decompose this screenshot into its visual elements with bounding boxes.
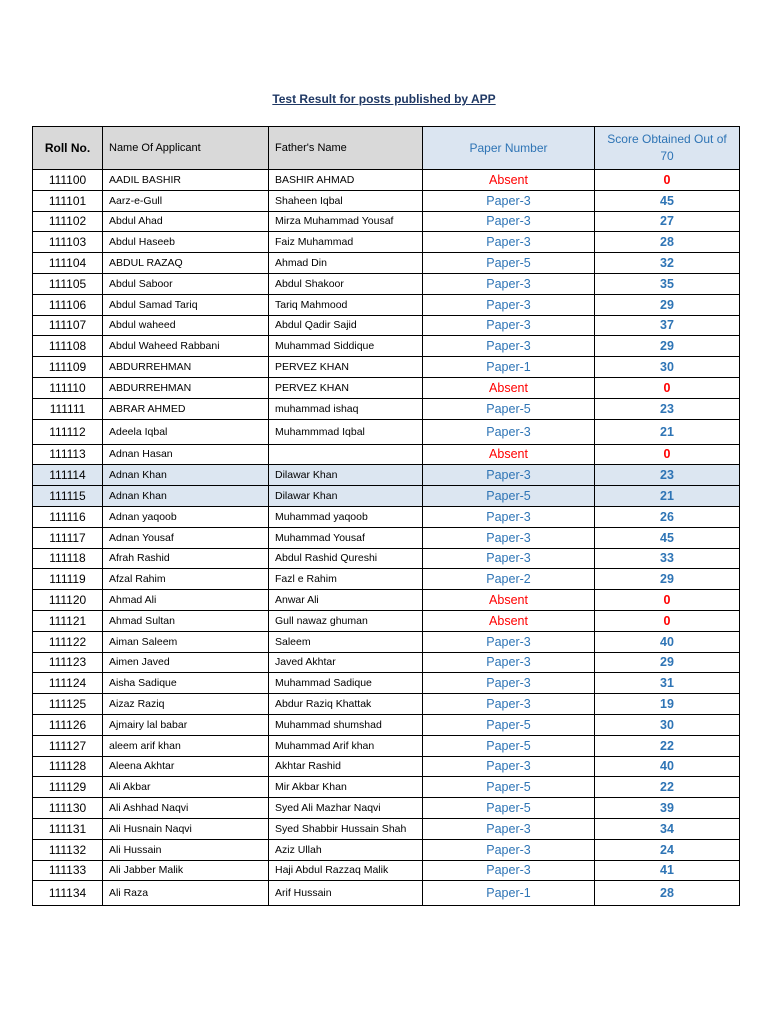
score-cell: 30	[595, 357, 740, 378]
paper-number-cell: Paper-3	[423, 273, 595, 294]
father-name-cell: muhammad ishaq	[269, 398, 423, 419]
table-row	[33, 860, 740, 881]
score-cell: 29	[595, 336, 740, 357]
page-title: Test Result for posts published by APP	[272, 92, 496, 106]
table-row	[33, 610, 740, 631]
score-cell: 45	[595, 527, 740, 548]
applicant-name-cell: Aiman Saleem	[103, 631, 269, 652]
father-name-cell: Shaheen Iqbal	[269, 190, 423, 211]
applicant-name-cell: ABDUL RAZAQ	[103, 253, 269, 274]
paper-number-cell: Paper-5	[423, 398, 595, 419]
header-name: Name Of Applicant	[103, 127, 269, 170]
applicant-name-cell: Aarz-e-Gull	[103, 190, 269, 211]
roll-cell: 111131	[33, 818, 103, 839]
applicant-name-cell: Abdul Haseeb	[103, 232, 269, 253]
father-name-cell: Akhtar Rashid	[269, 756, 423, 777]
score-cell: 45	[595, 190, 740, 211]
roll-cell: 111101	[33, 190, 103, 211]
score-cell: 0	[595, 610, 740, 631]
father-name-cell: Muhammad Sadique	[269, 673, 423, 694]
roll-cell: 111112	[33, 419, 103, 444]
table-row	[33, 253, 740, 274]
header-score: Score Obtained Out of 70	[595, 127, 740, 170]
table-row	[33, 548, 740, 569]
table-row	[33, 881, 740, 906]
roll-cell: 111126	[33, 714, 103, 735]
applicant-name-cell: Aisha Sadique	[103, 673, 269, 694]
table-row	[33, 357, 740, 378]
roll-cell: 111102	[33, 211, 103, 232]
table-row	[33, 315, 740, 336]
applicant-name-cell: Abdul Samad Tariq	[103, 294, 269, 315]
header-roll: Roll No.	[33, 127, 103, 170]
applicant-name-cell: AADIL BASHIR	[103, 170, 269, 191]
score-cell: 0	[595, 444, 740, 465]
table-row	[33, 631, 740, 652]
score-cell: 31	[595, 673, 740, 694]
paper-number-cell: Absent	[423, 590, 595, 611]
applicant-name-cell: Adnan Khan	[103, 465, 269, 486]
applicant-name-cell: Adnan yaqoob	[103, 506, 269, 527]
applicant-name-cell: Afzal Rahim	[103, 569, 269, 590]
father-name-cell: Mirza Muhammad Yousaf	[269, 211, 423, 232]
score-cell: 30	[595, 714, 740, 735]
paper-number-cell: Paper-2	[423, 569, 595, 590]
roll-cell: 111115	[33, 486, 103, 507]
father-name-cell: Abdul Qadir Sajid	[269, 315, 423, 336]
paper-number-cell: Paper-5	[423, 714, 595, 735]
paper-number-cell: Paper-1	[423, 357, 595, 378]
applicant-name-cell: Aleena Akhtar	[103, 756, 269, 777]
table-row	[33, 839, 740, 860]
score-cell: 32	[595, 253, 740, 274]
table-row	[33, 735, 740, 756]
header-father: Father's Name	[269, 127, 423, 170]
table-row	[33, 798, 740, 819]
score-cell: 23	[595, 465, 740, 486]
father-name-cell: Aziz Ullah	[269, 839, 423, 860]
table-row	[33, 419, 740, 444]
applicant-name-cell: Ajmairy lal babar	[103, 714, 269, 735]
table-row	[33, 756, 740, 777]
father-name-cell: Fazl e Rahim	[269, 569, 423, 590]
roll-cell: 111119	[33, 569, 103, 590]
roll-cell: 111113	[33, 444, 103, 465]
score-cell: 40	[595, 756, 740, 777]
score-cell: 34	[595, 818, 740, 839]
table-row	[33, 377, 740, 398]
father-name-cell: Javed Akhtar	[269, 652, 423, 673]
father-name-cell: Muhammad Yousaf	[269, 527, 423, 548]
father-name-cell: Abdur Raziq Khattak	[269, 694, 423, 715]
applicant-name-cell: Abdul Waheed Rabbani	[103, 336, 269, 357]
table-row	[33, 527, 740, 548]
father-name-cell: Muhammad Arif khan	[269, 735, 423, 756]
father-name-cell: Muhammad yaqoob	[269, 506, 423, 527]
applicant-name-cell: ABRAR AHMED	[103, 398, 269, 419]
paper-number-cell: Paper-3	[423, 839, 595, 860]
applicant-name-cell: Adeela Iqbal	[103, 419, 269, 444]
paper-number-cell: Paper-3	[423, 548, 595, 569]
score-cell: 22	[595, 777, 740, 798]
paper-number-cell: Paper-3	[423, 465, 595, 486]
paper-number-cell: Paper-3	[423, 673, 595, 694]
applicant-name-cell: Ali Raza	[103, 881, 269, 906]
score-cell: 29	[595, 294, 740, 315]
roll-cell: 111124	[33, 673, 103, 694]
paper-number-cell: Paper-3	[423, 232, 595, 253]
paper-number-cell: Paper-3	[423, 294, 595, 315]
applicant-name-cell: Abdul Saboor	[103, 273, 269, 294]
results-table	[32, 126, 740, 906]
father-name-cell: Dilawar Khan	[269, 486, 423, 507]
father-name-cell: Arif Hussain	[269, 881, 423, 906]
table-row	[33, 211, 740, 232]
score-cell: 0	[595, 590, 740, 611]
applicant-name-cell: Abdul waheed	[103, 315, 269, 336]
roll-cell: 111125	[33, 694, 103, 715]
father-name-cell: Haji Abdul Razzaq Malik	[269, 860, 423, 881]
roll-cell: 111120	[33, 590, 103, 611]
score-cell: 24	[595, 839, 740, 860]
paper-number-cell: Paper-3	[423, 211, 595, 232]
paper-number-cell: Paper-5	[423, 486, 595, 507]
header-paper: Paper Number	[423, 127, 595, 170]
roll-cell: 111130	[33, 798, 103, 819]
paper-number-cell: Paper-5	[423, 777, 595, 798]
paper-number-cell: Paper-3	[423, 694, 595, 715]
paper-number-cell: Paper-5	[423, 253, 595, 274]
applicant-name-cell: Afrah Rashid	[103, 548, 269, 569]
father-name-cell: Mir Akbar Khan	[269, 777, 423, 798]
score-cell: 41	[595, 860, 740, 881]
score-cell: 28	[595, 232, 740, 253]
paper-number-cell: Absent	[423, 170, 595, 191]
applicant-name-cell: ABDURREHMAN	[103, 357, 269, 378]
paper-number-cell: Paper-1	[423, 881, 595, 906]
applicant-name-cell: Ali Ashhad Naqvi	[103, 798, 269, 819]
roll-cell: 111117	[33, 527, 103, 548]
table-row	[33, 777, 740, 798]
roll-cell: 111128	[33, 756, 103, 777]
applicant-name-cell: Ahmad Sultan	[103, 610, 269, 631]
table-row	[33, 569, 740, 590]
applicant-name-cell: Ahmad Ali	[103, 590, 269, 611]
paper-number-cell: Paper-3	[423, 336, 595, 357]
father-name-cell: Muhammad Siddique	[269, 336, 423, 357]
roll-cell: 111134	[33, 881, 103, 906]
score-cell: 27	[595, 211, 740, 232]
applicant-name-cell: Adnan Yousaf	[103, 527, 269, 548]
score-cell: 23	[595, 398, 740, 419]
applicant-name-cell: Ali Husnain Naqvi	[103, 818, 269, 839]
roll-cell: 111114	[33, 465, 103, 486]
roll-cell: 111103	[33, 232, 103, 253]
roll-cell: 111118	[33, 548, 103, 569]
roll-cell: 111133	[33, 860, 103, 881]
table-row	[33, 232, 740, 253]
father-name-cell: Muhammmad Iqbal	[269, 419, 423, 444]
score-cell: 28	[595, 881, 740, 906]
roll-cell: 111104	[33, 253, 103, 274]
paper-number-cell: Paper-3	[423, 190, 595, 211]
paper-number-cell: Paper-3	[423, 506, 595, 527]
roll-cell: 111116	[33, 506, 103, 527]
father-name-cell: Abdul Shakoor	[269, 273, 423, 294]
paper-number-cell: Absent	[423, 377, 595, 398]
father-name-cell: PERVEZ KHAN	[269, 357, 423, 378]
table-row	[33, 294, 740, 315]
score-cell: 33	[595, 548, 740, 569]
roll-cell: 111105	[33, 273, 103, 294]
roll-cell: 111109	[33, 357, 103, 378]
table-row	[33, 190, 740, 211]
paper-number-cell: Paper-3	[423, 527, 595, 548]
applicant-name-cell: Ali Akbar	[103, 777, 269, 798]
father-name-cell: Anwar Ali	[269, 590, 423, 611]
score-cell: 29	[595, 652, 740, 673]
table-row	[33, 506, 740, 527]
paper-number-cell: Paper-3	[423, 818, 595, 839]
father-name-cell: Tariq Mahmood	[269, 294, 423, 315]
father-name-cell: PERVEZ KHAN	[269, 377, 423, 398]
table-row	[33, 486, 740, 507]
score-cell: 0	[595, 170, 740, 191]
father-name-cell: Syed Shabbir Hussain Shah	[269, 818, 423, 839]
applicant-name-cell: aleem arif khan	[103, 735, 269, 756]
roll-cell: 111106	[33, 294, 103, 315]
roll-cell: 111100	[33, 170, 103, 191]
score-cell: 35	[595, 273, 740, 294]
table-row	[33, 673, 740, 694]
roll-cell: 111107	[33, 315, 103, 336]
table-row	[33, 273, 740, 294]
table-row	[33, 590, 740, 611]
applicant-name-cell: Abdul Ahad	[103, 211, 269, 232]
table-row	[33, 818, 740, 839]
roll-cell: 111129	[33, 777, 103, 798]
table-row	[33, 336, 740, 357]
paper-number-cell: Paper-3	[423, 419, 595, 444]
applicant-name-cell: Ali Jabber Malik	[103, 860, 269, 881]
table-row	[33, 465, 740, 486]
father-name-cell: Gull nawaz ghuman	[269, 610, 423, 631]
father-name-cell: Saleem	[269, 631, 423, 652]
paper-number-cell: Paper-5	[423, 798, 595, 819]
paper-number-cell: Absent	[423, 610, 595, 631]
applicant-name-cell: Adnan Hasan	[103, 444, 269, 465]
roll-cell: 111132	[33, 839, 103, 860]
score-cell: 22	[595, 735, 740, 756]
roll-cell: 111121	[33, 610, 103, 631]
applicant-name-cell: Adnan Khan	[103, 486, 269, 507]
table-row	[33, 652, 740, 673]
header-row	[33, 127, 740, 170]
paper-number-cell: Paper-3	[423, 860, 595, 881]
father-name-cell: Ahmad Din	[269, 253, 423, 274]
paper-number-cell: Absent	[423, 444, 595, 465]
score-cell: 39	[595, 798, 740, 819]
roll-cell: 111108	[33, 336, 103, 357]
paper-number-cell: Paper-3	[423, 756, 595, 777]
roll-cell: 111110	[33, 377, 103, 398]
paper-number-cell: Paper-3	[423, 652, 595, 673]
paper-number-cell: Paper-3	[423, 315, 595, 336]
father-name-cell: Dilawar Khan	[269, 465, 423, 486]
table-row	[33, 398, 740, 419]
father-name-cell	[269, 444, 423, 465]
score-cell: 21	[595, 486, 740, 507]
father-name-cell: Abdul Rashid Qureshi	[269, 548, 423, 569]
table-row	[33, 444, 740, 465]
table-row	[33, 694, 740, 715]
score-cell: 29	[595, 569, 740, 590]
score-cell: 19	[595, 694, 740, 715]
score-cell: 0	[595, 377, 740, 398]
score-cell: 26	[595, 506, 740, 527]
father-name-cell: Muhammad shumshad	[269, 714, 423, 735]
applicant-name-cell: Aimen Javed	[103, 652, 269, 673]
father-name-cell: Syed Ali Mazhar Naqvi	[269, 798, 423, 819]
paper-number-cell: Paper-3	[423, 631, 595, 652]
applicant-name-cell: ABDURREHMAN	[103, 377, 269, 398]
score-cell: 37	[595, 315, 740, 336]
father-name-cell: BASHIR AHMAD	[269, 170, 423, 191]
score-cell: 40	[595, 631, 740, 652]
table-row	[33, 170, 740, 191]
score-cell: 21	[595, 419, 740, 444]
applicant-name-cell: Aizaz Raziq	[103, 694, 269, 715]
applicant-name-cell: Ali Hussain	[103, 839, 269, 860]
roll-cell: 111122	[33, 631, 103, 652]
father-name-cell: Faiz Muhammad	[269, 232, 423, 253]
roll-cell: 111123	[33, 652, 103, 673]
roll-cell: 111127	[33, 735, 103, 756]
paper-number-cell: Paper-5	[423, 735, 595, 756]
roll-cell: 111111	[33, 398, 103, 419]
table-row	[33, 714, 740, 735]
